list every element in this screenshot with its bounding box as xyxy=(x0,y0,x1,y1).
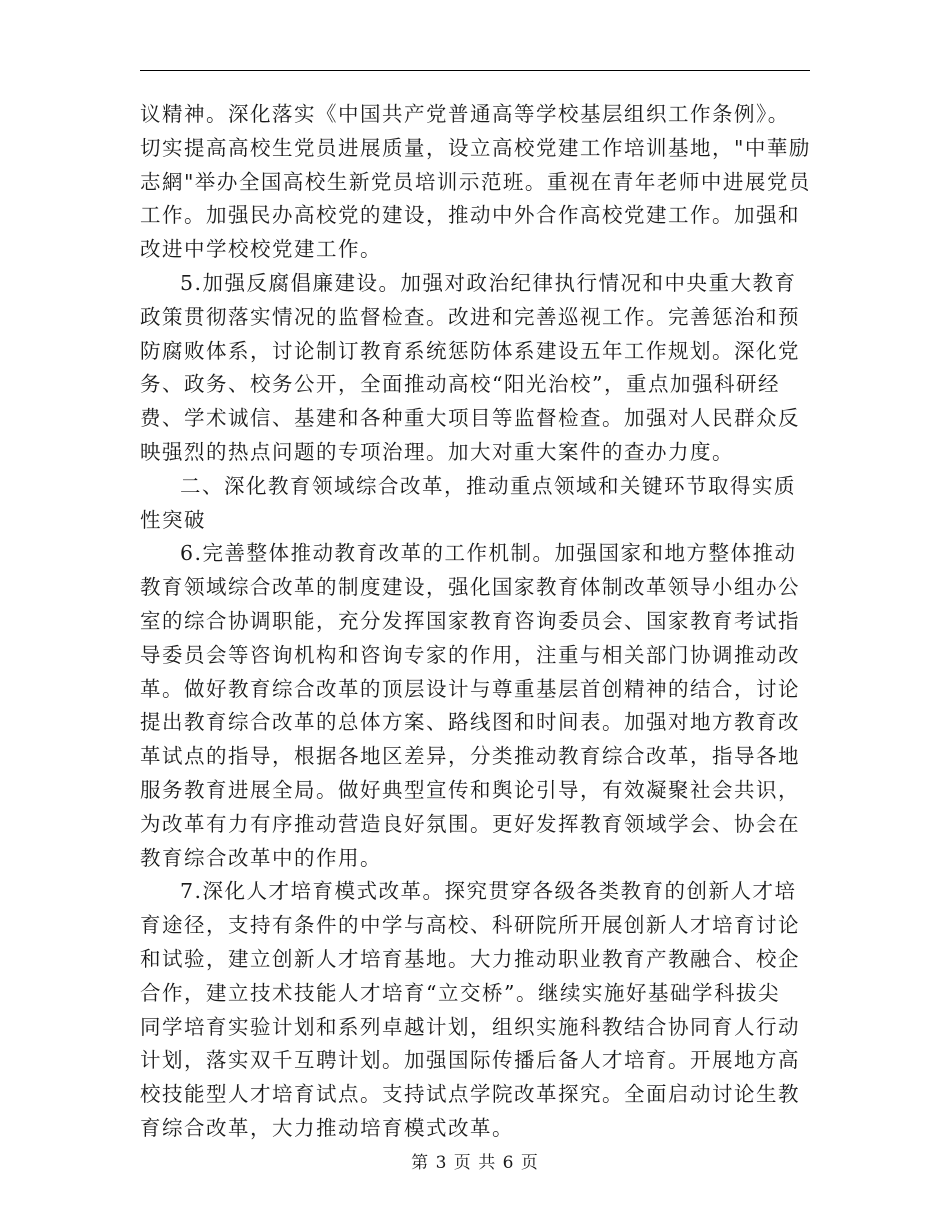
text-line: 志網"举办全国高校生新党员培训示范班。重视在青年老师中进展党员 xyxy=(140,169,811,194)
text-line: 映强烈的热点问题的专项治理。加大对重大案件的查办力度。 xyxy=(140,439,734,464)
text-line: 校技能型人才培育试点。支持试点学院改革探究。全面启动讨论生教 xyxy=(140,1082,800,1107)
text-line: 导委员会等咨询机构和咨询专家的作用，注重与相关部门协调推动改 xyxy=(140,642,800,667)
text-line: 切实提高高校生党员进展质量，设立高校党建工作培训基地，"中華励 xyxy=(140,135,811,160)
text-line: 防腐败体系，讨论制订教育系统惩防体系建设五年工作规划。深化党 xyxy=(140,338,800,363)
text-line: 服务教育进展全局。做好典型宣传和舆论引导，有效凝聚社会共识， xyxy=(140,777,800,802)
text-line: 教育综合改革中的作用。 xyxy=(140,845,382,870)
paragraph-start-line: 6.完善整体推动教育改革的工作机制。加强国家和地方整体推动 xyxy=(180,541,797,566)
section-heading-line: 性突破 xyxy=(140,507,206,532)
text-line: 议精神。深化落实《中国共产党普通高等学校基层组织工作条例》。 xyxy=(140,102,790,126)
text-line: 革。做好教育综合改革的顶层设计与尊重基层首创精神的结合，讨论 xyxy=(140,676,800,701)
document-body xyxy=(140,98,812,1146)
header-rule xyxy=(140,70,810,71)
text-line: 合作，建立技术技能人才培育“立交桥”。继续实施好基础学科拔尖 xyxy=(140,980,780,1005)
text-line: 室的综合协调职能，充分发挥国家教育咨询委员会、国家教育考试指 xyxy=(140,608,800,633)
text-line: 改进中学校校党建工作。 xyxy=(140,237,382,262)
section-heading-line: 二、深化教育领域综合改革，推动重点领域和关键环节取得实质 xyxy=(180,473,796,498)
text-line: 务、政务、校务公开，全面推动高校“阳光治校”，重点加强科研经 xyxy=(140,372,780,397)
text-line: 费、学术诚信、基建和各种重大项目等监督检查。加强对人民群众反 xyxy=(140,406,800,431)
text-line: 和试验，建立创新人才培育基地。大力推动职业教育产教融合、校企 xyxy=(140,946,800,971)
paragraph-start-line: 7.深化人才培育模式改革。探究贯穿各级各类教育的创新人才培 xyxy=(180,879,797,904)
page-number: 第 3 页 共 6 页 xyxy=(411,1153,539,1173)
text-line: 育途径，支持有条件的中学与高校、科研院所开展创新人才培育讨论 xyxy=(140,913,800,938)
text-line: 教育领域综合改革的制度建设，强化国家教育体制改革领导小组办公 xyxy=(140,575,800,600)
text-line: 育综合改革，大力推动培育模式改革。 xyxy=(140,1115,514,1140)
text-line: 提出教育综合改革的总体方案、路线图和时间表。加强对地方教育改 xyxy=(140,710,800,735)
text-line: 同学培育实验计划和系列卓越计划，组织实施科教结合协同育人行动 xyxy=(140,1014,800,1039)
text-line: 政策贯彻落实情况的监督检查。改进和完善巡视工作。完善惩治和预 xyxy=(140,304,800,329)
text-line: 工作。加强民办高校党的建设，推动中外合作高校党建工作。加强和 xyxy=(140,203,800,228)
text-line: 计划，落实双千互聘计划。加强国际传播后备人才培育。开展地方高 xyxy=(140,1048,800,1073)
text-line: 为改革有力有序推动营造良好氛围。更好发挥教育领域学会、协会在 xyxy=(140,811,800,836)
text-line: 革试点的指导，根据各地区差异，分类推动教育综合改革，指导各地 xyxy=(140,744,800,769)
paragraph-start-line: 5.加强反腐倡廉建设。加强对政治纪律执行情况和中央重大教育 xyxy=(180,270,797,295)
